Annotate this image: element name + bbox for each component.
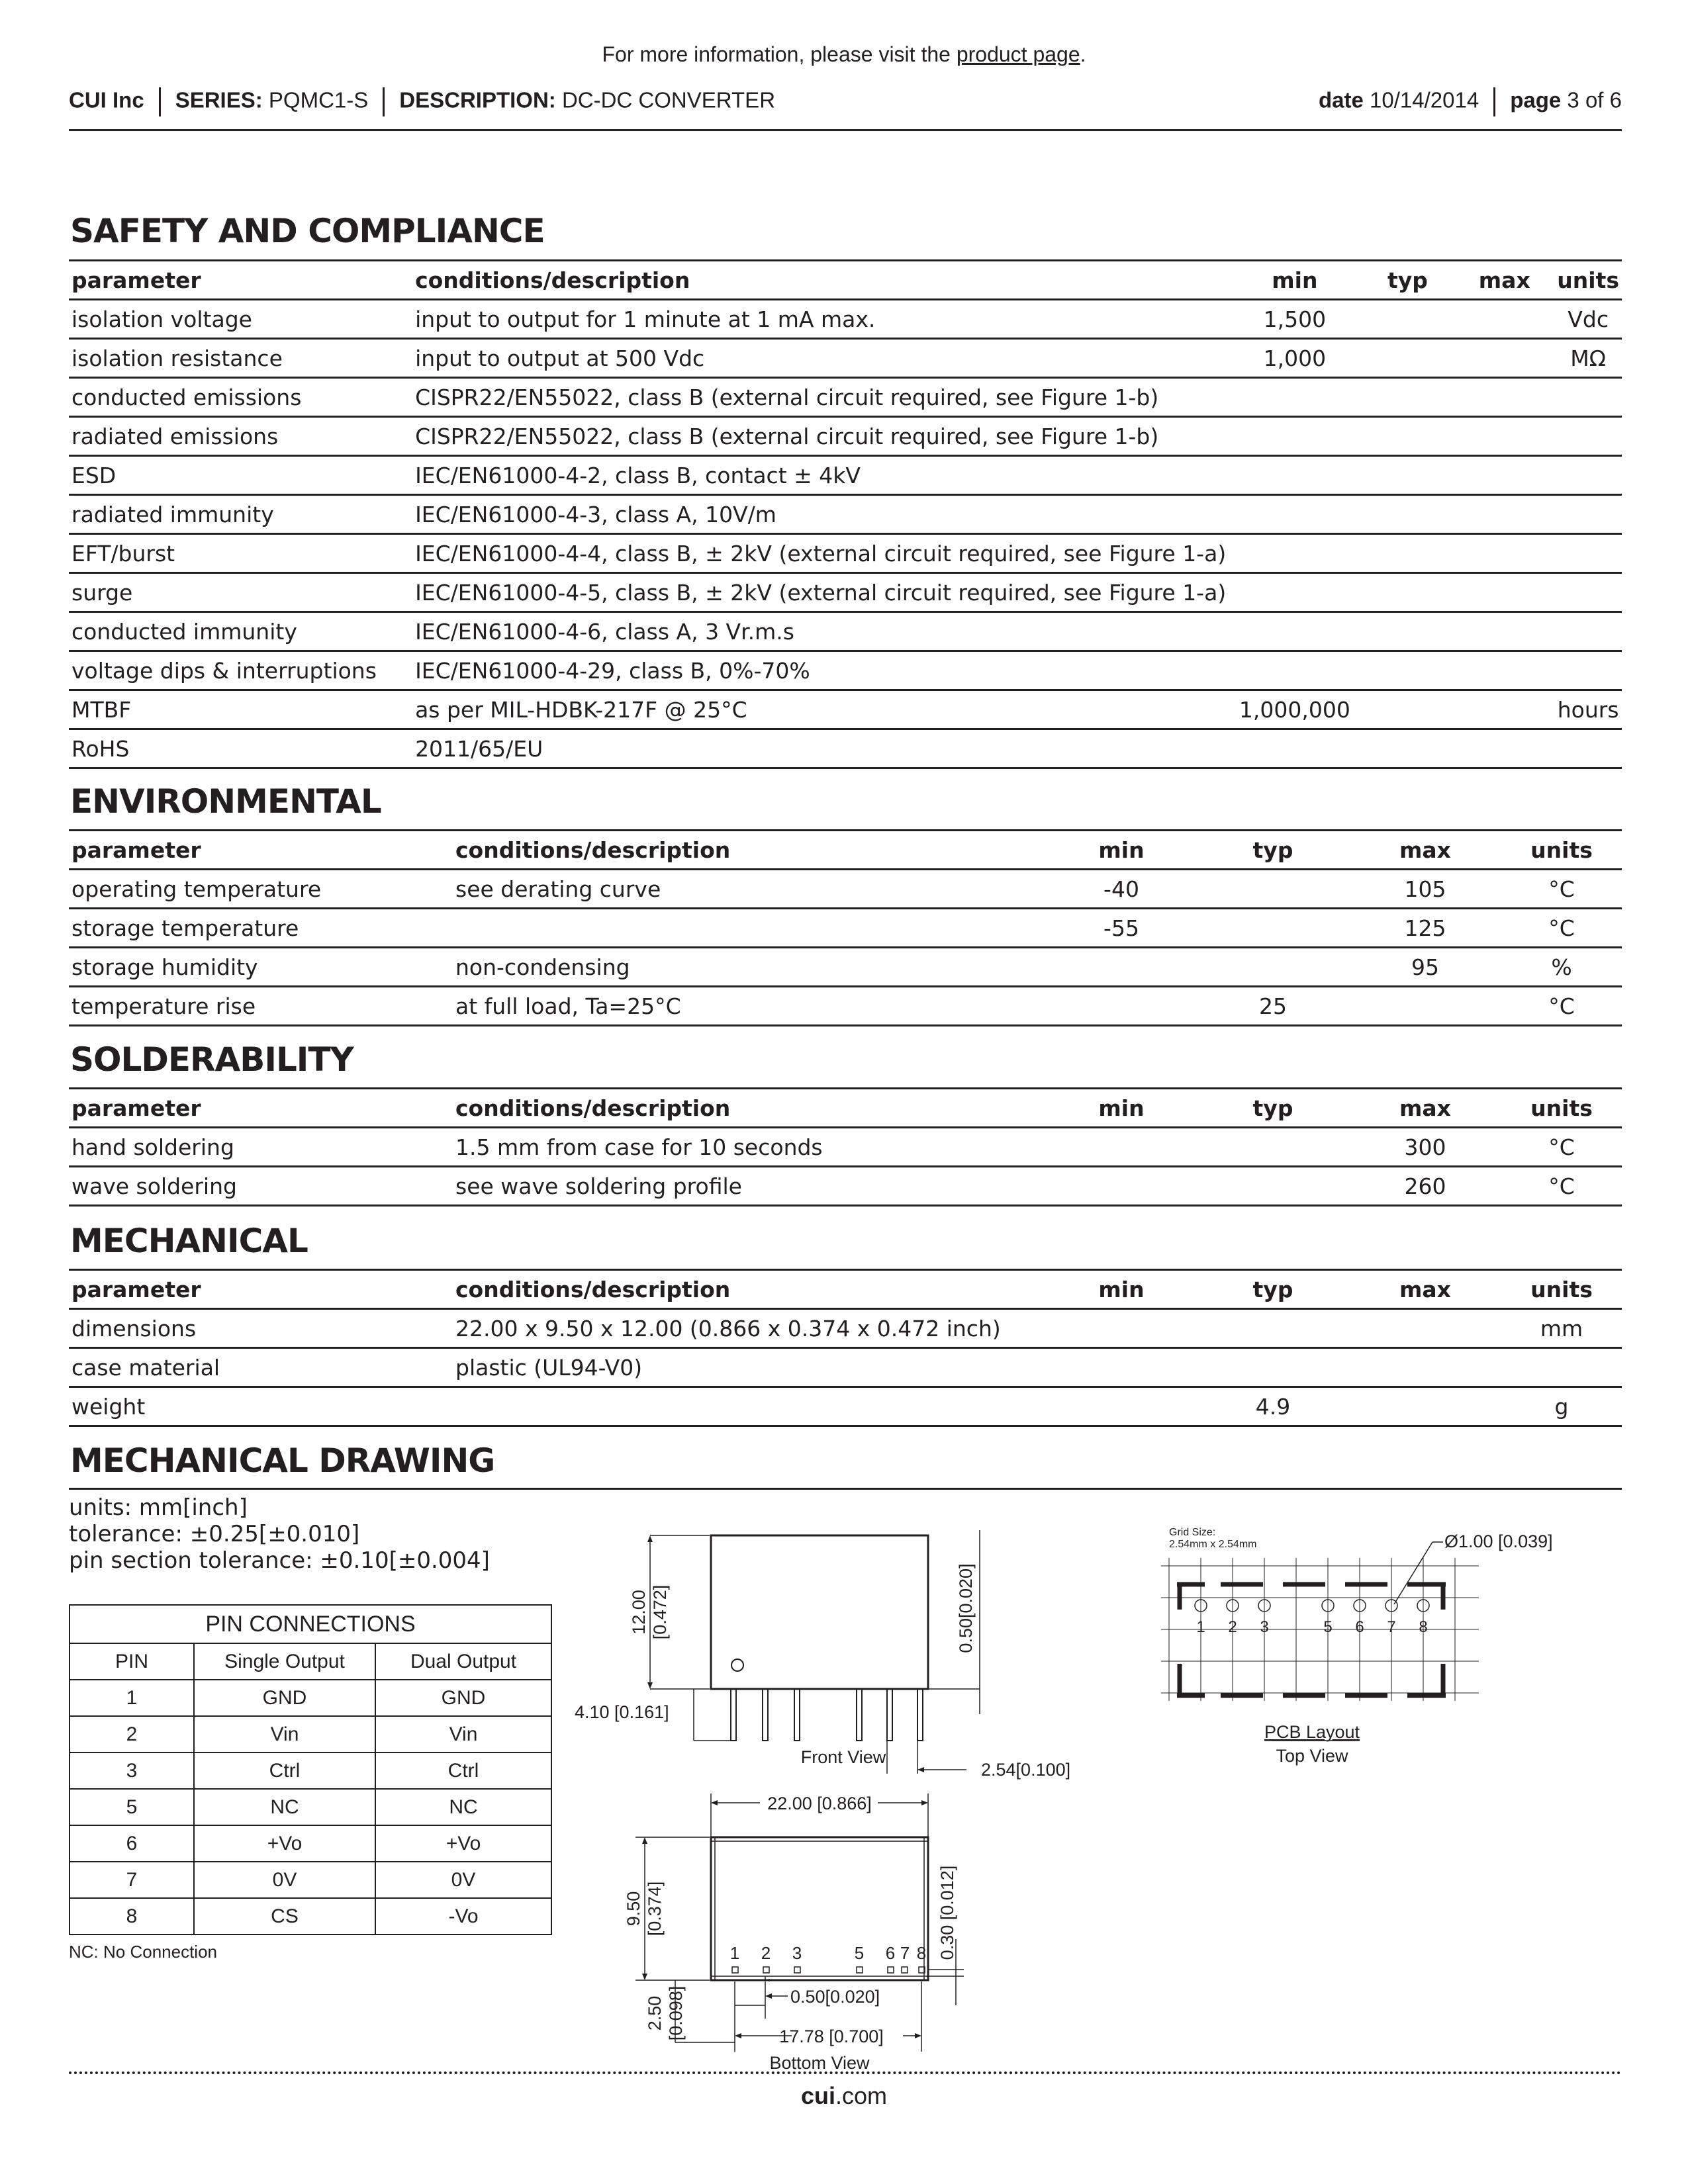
section-title-environmental: ENVIRONMENTAL	[70, 782, 381, 821]
min-cell	[1229, 573, 1360, 612]
column-header-max: max	[1349, 1089, 1501, 1128]
units-cell	[1554, 456, 1622, 495]
pcb-layout-drawing	[1152, 1522, 1589, 1774]
conditions-cell: non-condensing	[453, 948, 1046, 987]
column-header-units: units	[1501, 831, 1622, 870]
typ-cell	[1197, 948, 1349, 987]
bottom-pin-width-dim: 0.50[0.020]	[790, 1987, 880, 2007]
max-cell: 300	[1349, 1128, 1501, 1167]
table-row	[69, 339, 1622, 378]
date-label: date	[1319, 87, 1364, 113]
bottom-body	[711, 1837, 928, 1980]
units-cell: g	[1501, 1387, 1622, 1426]
section-title-mechanical-drawing: MECHANICAL DRAWING	[70, 1441, 495, 1480]
column-header-units: units	[1554, 261, 1622, 300]
column-header-typ: typ	[1197, 831, 1349, 870]
parameter-cell: case material	[69, 1348, 453, 1387]
max-cell	[1454, 417, 1554, 456]
bottom-height-inch: [0.374]	[645, 1881, 665, 1936]
bottom-pin-labels	[730, 1943, 926, 1963]
max-cell	[1454, 651, 1554, 690]
typ-cell	[1361, 612, 1455, 651]
max-cell	[1454, 573, 1554, 612]
max-cell: 105	[1349, 870, 1501, 909]
table-row	[69, 690, 1622, 729]
environmental-table	[69, 829, 1622, 1026]
section-title-safety: SAFETY AND COMPLIANCE	[70, 212, 545, 250]
parameter-cell: isolation voltage	[69, 300, 412, 339]
table-row	[69, 729, 1622, 768]
conditions-cell: IEC/EN61000-4-5, class B, ± 2kV (external circuit required, see Figure 1-a)	[412, 573, 1229, 612]
min-cell: 1,000	[1229, 339, 1360, 378]
single-output: 0V	[194, 1862, 375, 1898]
units-cell	[1554, 495, 1622, 534]
grid-size-label: Grid Size:	[1169, 1527, 1216, 1538]
table-row	[69, 1309, 1622, 1348]
units-cell	[1554, 573, 1622, 612]
max-cell	[1454, 729, 1554, 768]
table-row	[69, 948, 1622, 987]
dual-col-header: Dual Output	[375, 1643, 551, 1680]
section-title-mechanical: MECHANICAL	[70, 1222, 308, 1260]
parameter-cell: dimensions	[69, 1309, 453, 1348]
dual-output: Vin	[375, 1716, 551, 1752]
divider	[159, 87, 161, 116]
table-row	[69, 870, 1622, 909]
column-header-conditions: conditions/description	[453, 1089, 1046, 1128]
header-rule	[69, 129, 1622, 131]
typ-cell	[1361, 417, 1455, 456]
tolerance-note: tolerance: ±0.25[±0.010]	[69, 1521, 360, 1547]
company-name: CUI Inc	[69, 87, 144, 113]
conditions-cell: input to output for 1 minute at 1 mA max.	[412, 300, 1229, 339]
min-cell: -55	[1046, 909, 1197, 948]
notice-text: For more information, please visit the	[602, 42, 957, 66]
typ-cell	[1361, 651, 1455, 690]
parameter-cell: storage humidity	[69, 948, 453, 987]
pin-table-title: PIN CONNECTIONS	[70, 1605, 551, 1643]
parameter-cell: ESD	[69, 456, 412, 495]
conditions-cell: 2011/65/EU	[412, 729, 1229, 768]
min-cell	[1046, 1309, 1197, 1348]
pin-number: 1	[70, 1680, 194, 1716]
units-note: units: mm[inch]	[69, 1494, 248, 1521]
units-cell: °C	[1501, 1167, 1622, 1206]
conditions-cell: IEC/EN61000-4-6, class A, 3 Vr.m.s	[412, 612, 1229, 651]
table-row	[69, 573, 1622, 612]
nc-note: NC: No Connection	[69, 1942, 217, 1962]
parameter-cell: radiated immunity	[69, 495, 412, 534]
typ-cell	[1361, 300, 1455, 339]
front-pitch-dim: 2.54[0.100]	[981, 1760, 1071, 1780]
table-row	[69, 612, 1622, 651]
conditions-cell: IEC/EN61000-4-4, class B, ± 2kV (external circuit required, see Figure 1-a)	[412, 534, 1229, 573]
table-row	[69, 456, 1622, 495]
max-cell	[1454, 690, 1554, 729]
max-cell	[1349, 1348, 1501, 1387]
front-height-inch: [0.472]	[650, 1584, 670, 1640]
table-row	[69, 987, 1622, 1026]
pin-row	[70, 1716, 551, 1752]
column-header-max: max	[1349, 1270, 1501, 1309]
safety-table	[69, 259, 1622, 769]
bottom-span-dim: 17.78 [0.700]	[779, 2026, 884, 2046]
footer-domain[interactable]: .com	[835, 2082, 888, 2109]
front-view-label: Front View	[800, 1747, 886, 1767]
conditions-cell: input to output at 500 Vdc	[412, 339, 1229, 378]
column-header-typ: typ	[1197, 1089, 1349, 1128]
pin-row	[70, 1789, 551, 1825]
units-cell: °C	[1501, 909, 1622, 948]
column-header-min: min	[1046, 1089, 1197, 1128]
pcb-pin-label: 3	[1260, 1618, 1269, 1636]
pcb-pin-label: 5	[1323, 1618, 1333, 1636]
section-title-solderability: SOLDERABILITY	[70, 1040, 353, 1079]
mechanical-table	[69, 1269, 1622, 1427]
single-output: NC	[194, 1789, 375, 1825]
parameter-cell: EFT/burst	[69, 534, 412, 573]
min-cell	[1046, 1167, 1197, 1206]
divider	[383, 87, 385, 116]
min-cell	[1229, 729, 1360, 768]
pcb-top-view-label: Top View	[1276, 1746, 1348, 1766]
units-cell: MΩ	[1554, 339, 1622, 378]
column-header-parameter: parameter	[69, 1270, 453, 1309]
max-cell	[1349, 987, 1501, 1026]
table-row	[69, 651, 1622, 690]
dual-output: GND	[375, 1680, 551, 1716]
table-row	[69, 495, 1622, 534]
single-output: +Vo	[194, 1825, 375, 1862]
conditions-cell: IEC/EN61000-4-29, class B, 0%-70%	[412, 651, 1229, 690]
min-cell	[1046, 1128, 1197, 1167]
typ-cell	[1197, 1348, 1349, 1387]
column-header-units: units	[1501, 1270, 1622, 1309]
pcb-pin-label: 8	[1419, 1618, 1428, 1636]
typ-cell: 25	[1197, 987, 1349, 1026]
table-row	[69, 417, 1622, 456]
column-header-min: min	[1046, 1270, 1197, 1309]
min-cell	[1229, 456, 1360, 495]
column-header-conditions: conditions/description	[453, 1270, 1046, 1309]
min-cell	[1229, 612, 1360, 651]
table-row	[69, 1387, 1622, 1426]
parameter-cell: RoHS	[69, 729, 412, 768]
single-col-header: Single Output	[194, 1643, 375, 1680]
column-header-parameter: parameter	[69, 831, 453, 870]
column-header-min: min	[1229, 261, 1360, 300]
table-row	[69, 1348, 1622, 1387]
conditions-cell: see wave soldering profile	[453, 1167, 1046, 1206]
conditions-cell: see derating curve	[453, 870, 1046, 909]
bottom-pins	[732, 1967, 925, 1973]
single-output: GND	[194, 1680, 375, 1716]
footer-brand[interactable]: cui	[800, 2082, 835, 2109]
typ-cell	[1197, 1309, 1349, 1348]
conditions-cell: 22.00 x 9.50 x 12.00 (0.866 x 0.374 x 0.472 inch)	[453, 1309, 1046, 1348]
bottom-view-drawing	[596, 1780, 1099, 2071]
single-output: Vin	[194, 1716, 375, 1752]
column-header-max: max	[1454, 261, 1554, 300]
dual-output: Ctrl	[375, 1752, 551, 1789]
bottom-height-dim: 9.50	[624, 1891, 643, 1927]
max-cell: 125	[1349, 909, 1501, 948]
units-cell: °C	[1501, 987, 1622, 1026]
conditions-cell	[453, 909, 1046, 948]
max-cell	[1454, 495, 1554, 534]
pin-col-header: PIN	[70, 1643, 194, 1680]
pin-row	[70, 1898, 551, 1934]
pin-number: 2	[70, 1716, 194, 1752]
pcb-pin-label: 1	[1196, 1618, 1205, 1636]
bottom-edge-inch: [0.098]	[666, 1985, 686, 2041]
typ-cell	[1361, 495, 1455, 534]
units-cell	[1554, 534, 1622, 573]
max-cell	[1349, 1309, 1501, 1348]
pcb-layout-label: PCB Layout	[1264, 1722, 1360, 1742]
single-output: Ctrl	[194, 1752, 375, 1789]
page-value: 3 of 6	[1567, 87, 1622, 113]
units-cell: %	[1501, 948, 1622, 987]
pin-number: 5	[70, 1789, 194, 1825]
table-row	[69, 534, 1622, 573]
dual-output: NC	[375, 1789, 551, 1825]
conditions-cell: CISPR22/EN55022, class B (external circuit required, see Figure 1-b)	[412, 378, 1229, 417]
units-cell: °C	[1501, 1128, 1622, 1167]
table-row	[69, 1167, 1622, 1206]
bottom-pin-label: 7	[900, 1943, 910, 1963]
table-row	[69, 378, 1622, 417]
typ-cell	[1197, 909, 1349, 948]
max-cell	[1454, 378, 1554, 417]
typ-cell	[1361, 690, 1455, 729]
info-notice	[0, 42, 1688, 67]
column-header-max: max	[1349, 831, 1501, 870]
column-header-parameter: parameter	[69, 261, 412, 300]
pin-row	[70, 1862, 551, 1898]
solderability-table	[69, 1087, 1622, 1206]
parameter-cell: wave soldering	[69, 1167, 453, 1206]
product-page-link[interactable]: product page	[956, 42, 1080, 66]
pin-row	[70, 1825, 551, 1862]
table-row	[69, 909, 1622, 948]
column-header-typ: typ	[1197, 1270, 1349, 1309]
parameter-cell: voltage dips & interruptions	[69, 651, 412, 690]
column-header-units: units	[1501, 1089, 1622, 1128]
parameter-cell: conducted immunity	[69, 612, 412, 651]
bottom-pin-label: 1	[729, 1943, 740, 1963]
min-cell	[1229, 417, 1360, 456]
min-cell: -40	[1046, 870, 1197, 909]
page-label: page	[1510, 87, 1562, 113]
min-cell	[1229, 378, 1360, 417]
units-cell	[1554, 651, 1622, 690]
single-output: CS	[194, 1898, 375, 1934]
conditions-cell: as per MIL-HDBK-217F @ 25°C	[412, 690, 1229, 729]
max-cell	[1349, 1387, 1501, 1426]
max-cell: 260	[1349, 1167, 1501, 1206]
pin-number: 8	[70, 1898, 194, 1934]
bottom-pin-label: 6	[885, 1943, 896, 1963]
front-pins	[731, 1689, 923, 1741]
pin-tolerance-note: pin section tolerance: ±0.10[±0.004]	[69, 1547, 490, 1574]
pcb-pin-label: 2	[1228, 1618, 1237, 1636]
table-header-row	[69, 1089, 1622, 1128]
table-row	[69, 300, 1622, 339]
bottom-width-dim: 22.00 [0.866]	[767, 1794, 872, 1813]
min-cell	[1229, 495, 1360, 534]
bottom-view-label: Bottom View	[769, 2053, 870, 2073]
parameter-cell: storage temperature	[69, 909, 453, 948]
max-cell	[1454, 612, 1554, 651]
units-cell	[1554, 729, 1622, 768]
typ-cell	[1361, 339, 1455, 378]
dual-output: 0V	[375, 1862, 551, 1898]
parameter-cell: temperature rise	[69, 987, 453, 1026]
column-header-conditions: conditions/description	[453, 831, 1046, 870]
front-pin-width-dim: 0.50[0.020]	[956, 1563, 976, 1653]
column-header-min: min	[1046, 831, 1197, 870]
parameter-cell: isolation resistance	[69, 339, 412, 378]
grid-size-value: 2.54mm x 2.54mm	[1169, 1539, 1257, 1550]
min-cell	[1046, 1348, 1197, 1387]
pin-row	[70, 1752, 551, 1789]
pcb-holes	[1195, 1600, 1429, 1612]
min-cell: 1,000,000	[1229, 690, 1360, 729]
pin1-marker	[731, 1659, 743, 1671]
description-label: DESCRIPTION:	[399, 87, 556, 113]
min-cell: 1,500	[1229, 300, 1360, 339]
pcb-pin-label: 7	[1387, 1618, 1396, 1636]
typ-cell	[1197, 1128, 1349, 1167]
bottom-edge-dim: 2.50	[645, 1995, 665, 2031]
pin-number: 7	[70, 1862, 194, 1898]
min-cell	[1046, 987, 1197, 1026]
min-cell	[1046, 1387, 1197, 1426]
notice-suffix: .	[1080, 42, 1086, 66]
dual-output: -Vo	[375, 1898, 551, 1934]
typ-cell	[1197, 1167, 1349, 1206]
conditions-cell: 1.5 mm from case for 10 seconds	[453, 1128, 1046, 1167]
units-cell	[1554, 417, 1622, 456]
pcb-grid	[1161, 1558, 1479, 1701]
conditions-cell: IEC/EN61000-4-3, class A, 10V/m	[412, 495, 1229, 534]
pin-number: 6	[70, 1825, 194, 1862]
parameter-cell: operating temperature	[69, 870, 453, 909]
typ-cell	[1361, 534, 1455, 573]
drawing-rule	[69, 1488, 1622, 1490]
parameter-cell: weight	[69, 1387, 453, 1426]
series-value: PQMC1-S	[268, 87, 369, 113]
dual-output: +Vo	[375, 1825, 551, 1862]
min-cell	[1229, 534, 1360, 573]
typ-cell	[1361, 456, 1455, 495]
conditions-cell	[453, 1387, 1046, 1426]
pin-number: 3	[70, 1752, 194, 1789]
units-cell	[1501, 1348, 1622, 1387]
bottom-pin-label: 3	[792, 1943, 802, 1963]
min-cell	[1046, 948, 1197, 987]
max-cell	[1454, 456, 1554, 495]
column-header-typ: typ	[1361, 261, 1455, 300]
max-cell	[1454, 339, 1554, 378]
units-cell: °C	[1501, 870, 1622, 909]
pcb-pin-labels	[1196, 1618, 1427, 1636]
bottom-pin-label: 5	[854, 1943, 865, 1963]
bottom-pin-offset-dim: 0.30 [0.012]	[937, 1865, 957, 1960]
typ-cell: 4.9	[1197, 1387, 1349, 1426]
divider	[1493, 87, 1495, 116]
conditions-cell: IEC/EN61000-4-2, class B, contact ± 4kV	[412, 456, 1229, 495]
min-cell	[1229, 651, 1360, 690]
typ-cell	[1361, 573, 1455, 612]
hole-size-dim: Ø1.00 [0.039]	[1444, 1531, 1553, 1551]
footer	[0, 2082, 1688, 2110]
pcb-pin-label: 6	[1355, 1618, 1364, 1636]
parameter-cell: radiated emissions	[69, 417, 412, 456]
table-header-row	[69, 261, 1622, 300]
table-header-row	[69, 831, 1622, 870]
conditions-cell: plastic (UL94-V0)	[453, 1348, 1046, 1387]
typ-cell	[1197, 870, 1349, 909]
max-cell: 95	[1349, 948, 1501, 987]
series-label: SERIES:	[175, 87, 263, 113]
parameter-cell: hand soldering	[69, 1128, 453, 1167]
date-value: 10/14/2014	[1370, 87, 1479, 113]
max-cell	[1454, 534, 1554, 573]
bottom-pin-label: 2	[761, 1943, 771, 1963]
conditions-cell: at full load, Ta=25°C	[453, 987, 1046, 1026]
units-cell: hours	[1554, 690, 1622, 729]
table-header-row	[69, 1270, 1622, 1309]
units-cell: mm	[1501, 1309, 1622, 1348]
typ-cell	[1361, 729, 1455, 768]
bottom-pin-label: 8	[916, 1943, 927, 1963]
drawing-notes	[69, 1494, 490, 1574]
parameter-cell: conducted emissions	[69, 378, 412, 417]
max-cell	[1454, 300, 1554, 339]
parameter-cell: surge	[69, 573, 412, 612]
page-header	[69, 87, 1622, 116]
column-header-conditions: conditions/description	[412, 261, 1229, 300]
units-cell: Vdc	[1554, 300, 1622, 339]
typ-cell	[1361, 378, 1455, 417]
parameter-cell: MTBF	[69, 690, 412, 729]
front-height-dim: 12.00	[629, 1590, 649, 1635]
pin-connections-table	[69, 1604, 552, 1935]
column-header-parameter: parameter	[69, 1089, 453, 1128]
front-view-drawing	[575, 1516, 1099, 1794]
pin-row	[70, 1680, 551, 1716]
units-cell	[1554, 612, 1622, 651]
front-pin-length-dim: 4.10 [0.161]	[575, 1702, 669, 1722]
description-value: DC-DC CONVERTER	[561, 87, 776, 113]
units-cell	[1554, 378, 1622, 417]
table-row	[69, 1128, 1622, 1167]
conditions-cell: CISPR22/EN55022, class B (external circuit required, see Figure 1-b)	[412, 417, 1229, 456]
footer-rule	[69, 2071, 1622, 2074]
pcb-outline	[1177, 1584, 1446, 1696]
